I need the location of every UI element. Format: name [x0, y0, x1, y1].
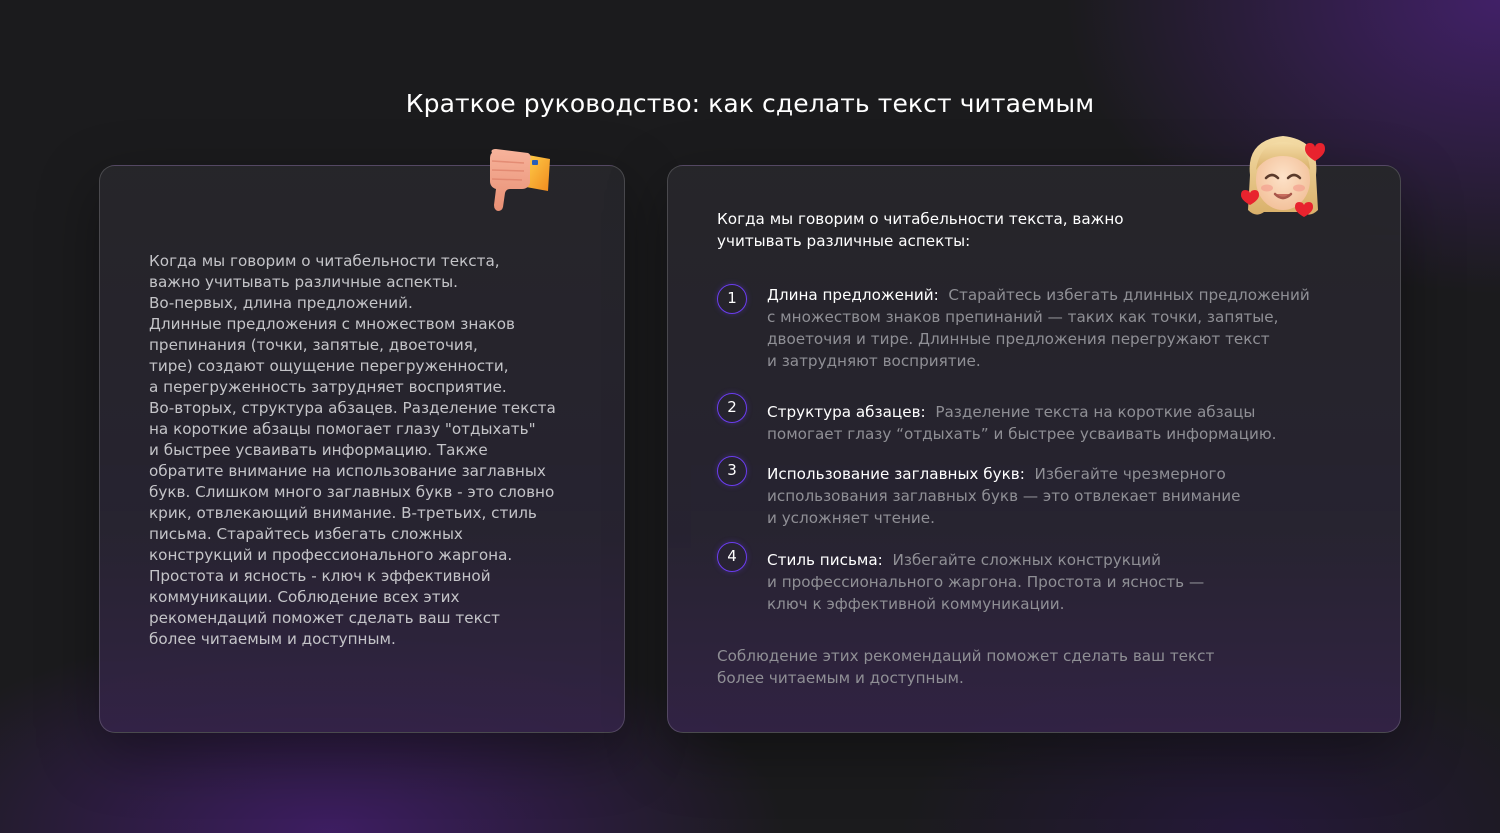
- smiling-face-with-hearts-icon: [1238, 130, 1328, 225]
- item-text: [767, 284, 1357, 372]
- thumbs-down-icon: [478, 145, 558, 215]
- bad-example-card: [99, 165, 625, 733]
- text-line: на короткие абзацы помогает глазу "отдыхать": [149, 420, 536, 438]
- item-text: [767, 463, 1357, 529]
- item-line: помогает глазу “отдыхать” и быстрее усваивать информацию.: [767, 425, 1277, 443]
- text-line: Длинные предложения с множеством знаков: [149, 315, 516, 333]
- item-number-badge: 3: [717, 456, 747, 486]
- item-line: Разделение текста на короткие абзацы: [935, 403, 1256, 421]
- text-line: а перегруженность затрудняет восприятие.: [149, 378, 507, 396]
- item-heading: Структура абзацев:: [767, 403, 926, 421]
- text-line: букв. Слишком много заглавных букв - это словно: [149, 483, 555, 501]
- item-heading: Стиль письма:: [767, 551, 883, 569]
- bad-example-text: [149, 251, 589, 650]
- page-title: Краткое руководство: как сделать текст читаемым: [405, 88, 1095, 118]
- text-line: письма. Старайтесь избегать сложных: [149, 525, 463, 543]
- text-line: и быстрее усваивать информацию. Также: [149, 441, 488, 459]
- good-example-card: [667, 165, 1401, 733]
- text-line: тире) создают ощущение перегруженности,: [149, 357, 509, 375]
- item-number-badge: 2: [717, 393, 747, 423]
- outro-line: Соблюдение этих рекомендаций поможет сделать ваш текст: [717, 647, 1215, 665]
- item-line: Избегайте чрезмерного: [1034, 465, 1226, 483]
- item-heading: Использование заглавных букв:: [767, 465, 1025, 483]
- item-line: двоеточия и тире. Длинные предложения перегружают текст: [767, 330, 1270, 348]
- text-line: более читаемым и доступным.: [149, 630, 396, 648]
- text-line: Простота и ясность - ключ к эффективной: [149, 567, 491, 585]
- item-line: использования заглавных букв — это отвлекает внимание: [767, 487, 1241, 505]
- outro-text: [717, 645, 1277, 689]
- item-number-badge: 4: [717, 542, 747, 572]
- item-text: [767, 401, 1357, 445]
- text-line: крик, отвлекающий внимание. В-третьих, стиль: [149, 504, 537, 522]
- item-text: [767, 549, 1357, 615]
- item-number-badge: 1: [717, 284, 747, 314]
- item-line: ключ к эффективной коммуникации.: [767, 595, 1065, 613]
- text-line: коммуникации. Соблюдение всех этих: [149, 588, 460, 606]
- text-line: Во-вторых, структура абзацев. Разделение текста: [149, 399, 556, 417]
- item-line: и усложняет чтение.: [767, 509, 935, 527]
- text-line: важно учитывать различные аспекты.: [149, 273, 458, 291]
- item-heading: Длина предложений:: [767, 286, 939, 304]
- text-line: Во-первых, длина предложений.: [149, 294, 413, 312]
- intro-line: Когда мы говорим о читабельности текста, важно: [717, 210, 1124, 228]
- text-line: препинания (точки, запятые, двоеточия,: [149, 336, 478, 354]
- outro-line: более читаемым и доступным.: [717, 669, 964, 687]
- intro-text: [717, 208, 1197, 252]
- item-line: с множеством знаков препинаний — таких как точки, запятые,: [767, 308, 1279, 326]
- text-line: конструкций и профессионального жаргона.: [149, 546, 513, 564]
- item-line: и профессионального жаргона. Простота и ясность —: [767, 573, 1205, 591]
- text-line: рекомендаций поможет сделать ваш текст: [149, 609, 500, 627]
- item-line: Избегайте сложных конструкций: [892, 551, 1162, 569]
- item-line: Старайтесь избегать длинных предложений: [948, 286, 1310, 304]
- text-line: Когда мы говорим о читабельности текста,: [149, 252, 500, 270]
- text-line: обратите внимание на использование заглавных: [149, 462, 546, 480]
- intro-line: учитывать различные аспекты:: [717, 232, 971, 250]
- item-line: и затрудняют восприятие.: [767, 352, 981, 370]
